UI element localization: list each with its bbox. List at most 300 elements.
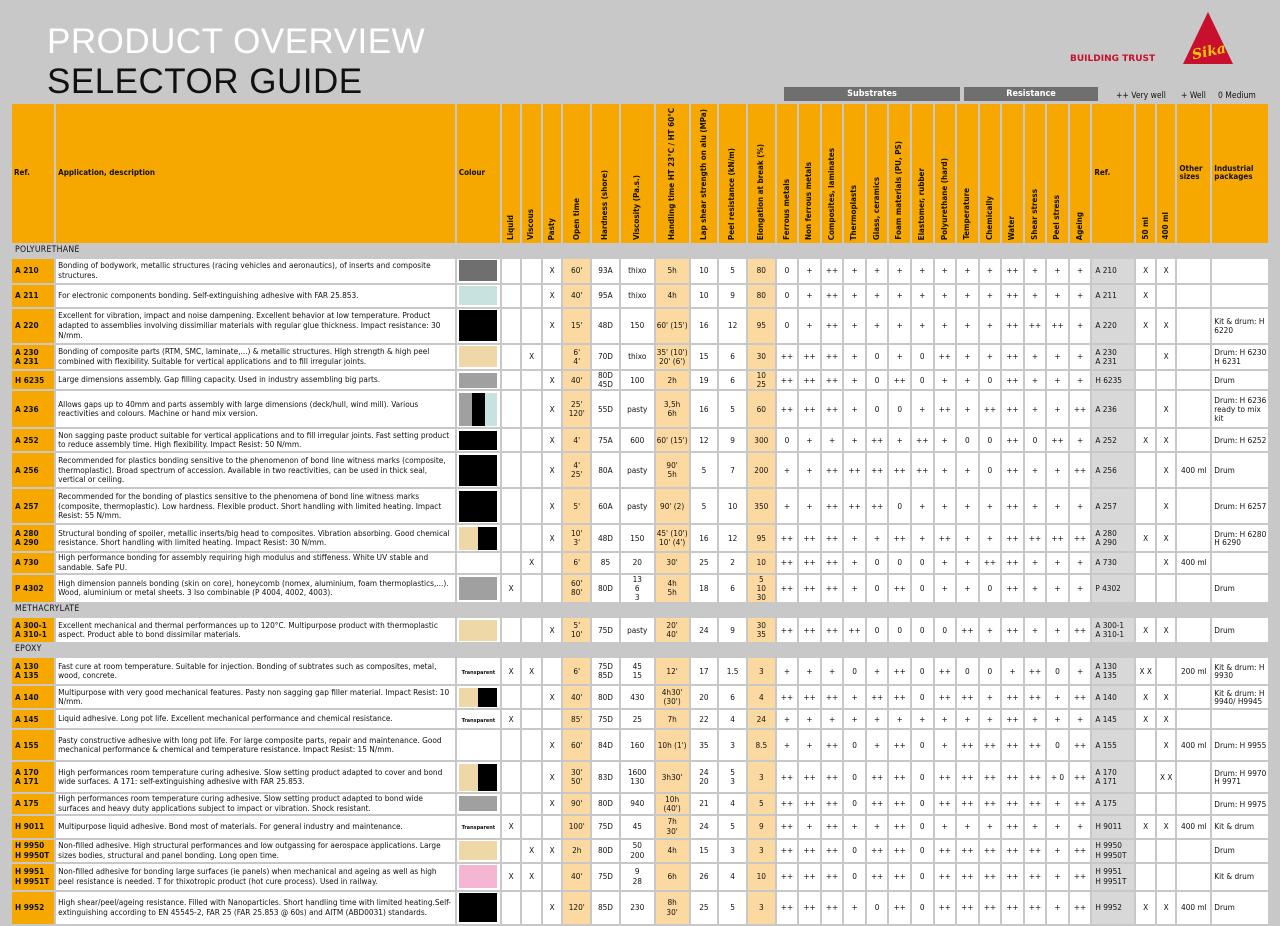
substrate-rating: ++ — [867, 686, 888, 708]
product-row[interactable] — [12, 710, 1268, 728]
value-visc: 230 — [621, 892, 654, 924]
substrate-rating: + — [844, 575, 865, 603]
value-handle: 10h (1') — [656, 730, 689, 760]
substrate-rating: + — [935, 259, 956, 283]
resistance-rating: ++ — [1025, 686, 1046, 708]
substrate-rating: ++ — [889, 371, 910, 389]
resistance-rating: + — [1047, 840, 1068, 862]
substrate-rating: + — [799, 259, 820, 283]
industrial-packages: Drum — [1212, 840, 1268, 862]
product-ref: A 300-1 A 310-1 — [12, 618, 54, 642]
liquid-mark: X — [502, 710, 520, 728]
product-row[interactable] — [12, 575, 1268, 603]
other-sizes — [1177, 489, 1210, 523]
industrial-packages: Drum: H 6280 H 6290 — [1212, 525, 1268, 551]
value-peel: 3 — [719, 730, 746, 760]
substrate-rating: + — [867, 525, 888, 551]
value-handle: 20' 40' — [656, 618, 689, 642]
viscous-mark — [522, 259, 540, 283]
substrate-rating: ++ — [867, 762, 888, 792]
substrate-rating: + — [889, 285, 910, 307]
industrial-packages: Drum: H 6252 — [1212, 429, 1268, 451]
substrate-rating: + — [935, 371, 956, 389]
value-lap: 25 — [691, 553, 718, 572]
resistance-rating: + — [1047, 816, 1068, 838]
resistance-rating: ++ — [1047, 525, 1068, 551]
value-open: 5' — [563, 489, 590, 523]
substrate-rating: + — [822, 429, 843, 451]
size-50ml — [1136, 762, 1154, 792]
resistance-rating: + — [980, 525, 1001, 551]
substrate-rating: + — [889, 429, 910, 451]
colour-swatch — [457, 730, 500, 760]
value-hard: 80D — [592, 686, 619, 708]
size-400ml — [1157, 864, 1175, 890]
colour-swatch — [457, 453, 500, 487]
other-sizes — [1177, 391, 1210, 427]
other-sizes — [1177, 840, 1210, 862]
industrial-packages: Kit & drum: H 9940/ H9945 — [1212, 686, 1268, 708]
substrate-rating: ++ — [822, 575, 843, 603]
size-50ml — [1136, 489, 1154, 523]
size-50ml: X — [1136, 309, 1154, 343]
product-row[interactable] — [12, 553, 1268, 572]
size-400ml — [1157, 285, 1175, 307]
product-description: Recommended for the bonding of plastics sensitive to the phenomena of bond line witness marks (composite, thermoplastic). Low hardness. Flexible product. Short handling with limited heating. Impact Resist: 55 N/mm. — [56, 489, 455, 523]
value-lap: 24 — [691, 816, 718, 838]
resistance-rating: + — [1047, 686, 1068, 708]
substrate-rating: 0 — [912, 816, 933, 838]
substrate-rating: ++ — [935, 391, 956, 427]
value-open: 85' — [563, 710, 590, 728]
industrial-packages: Drum: H 9975 — [1212, 794, 1268, 813]
product-ref-repeat: H 6235 — [1092, 371, 1134, 389]
value-lap: 16 — [691, 525, 718, 551]
product-row[interactable] — [12, 762, 1268, 792]
product-row[interactable] — [12, 892, 1268, 924]
product-description: Non sagging paste product suitable for vertical applications and to fill irregular joints. Fast setting product to reduce assembly time. High flexibility. Impact Resist: 50 N/mm. — [56, 429, 455, 451]
substrate-rating: 0 — [912, 864, 933, 890]
substrate-rating: 0 — [777, 285, 798, 307]
viscous-mark: X — [522, 345, 540, 369]
substrate-rating: + — [889, 345, 910, 369]
substrate-rating: 0 — [889, 618, 910, 642]
value-hard: 75D 85D — [592, 658, 619, 684]
value-lap: 22 — [691, 710, 718, 728]
product-row[interactable] — [12, 816, 1268, 838]
colour-swatch — [457, 259, 500, 283]
value-visc: thixo — [621, 285, 654, 307]
product-row[interactable] — [12, 864, 1268, 890]
resistance-rating: ++ — [1002, 892, 1023, 924]
substrate-rating: ++ — [777, 575, 798, 603]
product-row[interactable] — [12, 686, 1268, 708]
column-header: Lap shear strength on alu (MPa) — [691, 104, 718, 243]
substrate-rating: ++ — [799, 762, 820, 792]
pasty-mark: X — [543, 762, 561, 792]
substrate-rating: ++ — [822, 345, 843, 369]
size-400ml: X — [1157, 259, 1175, 283]
substrate-rating: ++ — [889, 575, 910, 603]
product-ref-repeat: A 211 — [1092, 285, 1134, 307]
substrate-rating: ++ — [844, 453, 865, 487]
substrate-rating: ++ — [777, 391, 798, 427]
size-400ml — [1157, 794, 1175, 813]
substrate-rating: ++ — [912, 453, 933, 487]
value-peel: 6 — [719, 371, 746, 389]
product-row[interactable] — [12, 489, 1268, 523]
value-elong: 10 — [748, 864, 775, 890]
product-row[interactable] — [12, 730, 1268, 760]
industrial-packages: Kit & drum — [1212, 816, 1268, 838]
value-hard: 70D — [592, 345, 619, 369]
value-lap: 21 — [691, 794, 718, 813]
substrate-rating: ++ — [799, 618, 820, 642]
resistance-rating: + — [1025, 710, 1046, 728]
substrate-rating: ++ — [777, 840, 798, 862]
substrate-rating: + — [777, 453, 798, 487]
substrate-rating: + — [844, 259, 865, 283]
substrate-rating: + — [935, 553, 956, 572]
product-row[interactable] — [12, 391, 1268, 427]
value-lap: 15 — [691, 345, 718, 369]
resistance-rating: + — [1070, 816, 1091, 838]
value-open: 6' — [563, 553, 590, 572]
resistance-rating: ++ — [1070, 525, 1091, 551]
liquid-mark: X — [502, 575, 520, 603]
value-visc: 430 — [621, 686, 654, 708]
resistance-rating: + — [957, 285, 978, 307]
substrate-rating: + — [844, 686, 865, 708]
product-description: High performances room temperature curing adhesive. Slow setting product adapted to cover and bond wide surfaces. A 171: self-extinguishing adhesive with FAR 25.853. — [56, 762, 455, 792]
value-elong: 30 35 — [748, 618, 775, 642]
substrate-rating: ++ — [777, 794, 798, 813]
viscous-mark — [522, 816, 540, 838]
size-400ml: X — [1157, 710, 1175, 728]
size-50ml — [1136, 371, 1154, 389]
liquid-mark: X — [502, 816, 520, 838]
size-400ml: X X — [1157, 762, 1175, 792]
value-lap: 5 — [691, 453, 718, 487]
product-ref-repeat: A 236 — [1092, 391, 1134, 427]
viscous-mark — [522, 285, 540, 307]
pasty-mark: X — [543, 618, 561, 642]
value-handle: 12' — [656, 658, 689, 684]
product-description: Liquid adhesive. Long pot life. Excellent mechanical performance and chemical resistance. — [56, 710, 455, 728]
size-50ml — [1136, 794, 1154, 813]
substrate-rating: + — [844, 391, 865, 427]
industrial-packages: Kit & drum — [1212, 864, 1268, 890]
value-visc: thixo — [621, 345, 654, 369]
product-row[interactable] — [12, 309, 1268, 343]
substrate-rating: + — [844, 371, 865, 389]
resistance-rating: 0 — [980, 429, 1001, 451]
value-visc: 45 15 — [621, 658, 654, 684]
product-ref: A 145 — [12, 710, 54, 728]
product-row[interactable] — [12, 794, 1268, 813]
product-ref: A 730 — [12, 553, 54, 572]
substrate-rating: ++ — [822, 371, 843, 389]
value-open: 4' 25' — [563, 453, 590, 487]
substrate-rating: 0 — [777, 429, 798, 451]
substrate-rating: + — [912, 489, 933, 523]
value-lap: 18 — [691, 575, 718, 603]
product-row[interactable] — [12, 453, 1268, 487]
substrate-rating: ++ — [935, 892, 956, 924]
industrial-packages: Kit & drum: H 6220 — [1212, 309, 1268, 343]
substrate-rating: 0 — [912, 730, 933, 760]
size-400ml: X — [1157, 618, 1175, 642]
product-description: Non-filled adhesive. High structural performances and low outgassing for aerospace applications. Large sizes bodies, structural and panel bonding. Long open time. — [56, 840, 455, 862]
value-lap: 24 — [691, 618, 718, 642]
value-hard: 75D — [592, 816, 619, 838]
product-row[interactable] — [12, 840, 1268, 862]
resistance-rating: + — [957, 453, 978, 487]
size-50ml — [1136, 553, 1154, 572]
size-400ml: X — [1157, 489, 1175, 523]
resistance-rating: + — [1047, 345, 1068, 369]
substrate-rating: ++ — [889, 525, 910, 551]
substrate-rating: + — [935, 489, 956, 523]
resistance-rating: ++ — [1070, 391, 1091, 427]
value-hard: 85D — [592, 892, 619, 924]
liquid-mark — [502, 618, 520, 642]
size-400ml: X — [1157, 345, 1175, 369]
resistance-rating: ++ — [1002, 371, 1023, 389]
value-open: 15' — [563, 309, 590, 343]
colour-swatch — [457, 371, 500, 389]
product-row[interactable] — [12, 371, 1268, 389]
substrate-rating: ++ — [867, 489, 888, 523]
resistance-rating: 0 — [980, 658, 1001, 684]
product-row[interactable] — [12, 429, 1268, 451]
product-row[interactable] — [12, 285, 1268, 307]
section-header: POLYURETHANE — [12, 245, 1268, 257]
colour-swatch — [457, 892, 500, 924]
column-header: Foam materials (PU, PS) — [889, 104, 910, 243]
other-sizes — [1177, 371, 1210, 389]
product-ref: H 6235 — [12, 371, 54, 389]
value-open: 60' 80' — [563, 575, 590, 603]
value-visc: 13 6 3 — [621, 575, 654, 603]
value-handle: 4h — [656, 285, 689, 307]
resistance-rating: ++ — [1002, 730, 1023, 760]
product-ref-repeat: A 130 A 135 — [1092, 658, 1134, 684]
column-header: Non ferrous metals — [799, 104, 820, 243]
substrate-rating: + — [799, 453, 820, 487]
colour-swatch — [457, 391, 500, 427]
substrate-rating: + — [799, 710, 820, 728]
resistance-rating: + — [1025, 391, 1046, 427]
product-ref-repeat: A 257 — [1092, 489, 1134, 523]
substrate-rating: 0 — [912, 575, 933, 603]
substrate-rating: ++ — [777, 864, 798, 890]
liquid-mark — [502, 489, 520, 523]
product-row[interactable] — [12, 345, 1268, 369]
product-ref-repeat: A 280 A 290 — [1092, 525, 1134, 551]
value-peel: 5 3 — [719, 762, 746, 792]
resistance-rating: + — [1025, 453, 1046, 487]
value-peel: 4 — [719, 864, 746, 890]
product-row[interactable] — [12, 525, 1268, 551]
resistance-rating: + — [1047, 371, 1068, 389]
resistance-rating: + — [957, 525, 978, 551]
liquid-mark — [502, 371, 520, 389]
substrate-rating: ++ — [867, 864, 888, 890]
value-peel: 6 — [719, 345, 746, 369]
resistance-rating: ++ — [1025, 794, 1046, 813]
substrate-rating: + — [844, 429, 865, 451]
product-ref-repeat: A 252 — [1092, 429, 1134, 451]
substrate-rating: + — [777, 730, 798, 760]
substrate-rating: + — [912, 525, 933, 551]
substrate-rating: ++ — [822, 259, 843, 283]
value-elong: 80 — [748, 259, 775, 283]
substrate-rating: 0 — [912, 345, 933, 369]
colour-swatch — [457, 285, 500, 307]
column-header: 50 ml — [1136, 104, 1154, 243]
resistance-rating: ++ — [1070, 794, 1091, 813]
substrate-rating: + — [867, 710, 888, 728]
product-row[interactable] — [12, 618, 1268, 642]
value-open: 6' — [563, 658, 590, 684]
product-ref: A 257 — [12, 489, 54, 523]
substrate-rating: ++ — [799, 553, 820, 572]
value-lap: 16 — [691, 309, 718, 343]
column-header: Viscous — [522, 104, 540, 243]
viscous-mark — [522, 371, 540, 389]
liquid-mark: X — [502, 864, 520, 890]
substrate-rating: 0 — [889, 553, 910, 572]
resistance-rating: + — [1025, 489, 1046, 523]
resistance-rating: + — [1002, 658, 1023, 684]
legend-very-well: ++ Very well — [1116, 91, 1166, 101]
value-elong: 8.5 — [748, 730, 775, 760]
substrate-rating: ++ — [799, 371, 820, 389]
industrial-packages — [1212, 710, 1268, 728]
product-row[interactable] — [12, 259, 1268, 283]
industrial-packages — [1212, 285, 1268, 307]
column-header: Colour — [457, 104, 500, 243]
product-ref: A 210 — [12, 259, 54, 283]
resistance-rating: + — [980, 259, 1001, 283]
colour-swatch: Transparent — [457, 710, 500, 728]
substrate-rating: + — [912, 259, 933, 283]
resistance-rating: + — [1025, 285, 1046, 307]
liquid-mark — [502, 309, 520, 343]
size-400ml: X — [1157, 309, 1175, 343]
other-sizes — [1177, 618, 1210, 642]
product-description: Allows gaps up to 40mm and parts assembly with large dimensions (deck/hull, wind mill). Various reactivities and colours. Machine or hand mix version. — [56, 391, 455, 427]
resistance-rating: + — [980, 618, 1001, 642]
resistance-rating: ++ — [1002, 710, 1023, 728]
liquid-mark — [502, 391, 520, 427]
resistance-rating: + — [1047, 892, 1068, 924]
column-header: Elongation at break (%) — [748, 104, 775, 243]
resistance-rating: ++ — [1025, 525, 1046, 551]
substrate-rating: 0 — [912, 840, 933, 862]
product-ref: A 211 — [12, 285, 54, 307]
substrate-rating: + — [935, 309, 956, 343]
product-description: High dimension pannels bonding (skin on core), honeycomb (nomex, aluminium, foam thermoplastics,...). Wood, aluminium or metal sheets. 3 Iso combinable (P 4004, 4002, 4003). — [56, 575, 455, 603]
substrate-rating: + — [889, 309, 910, 343]
value-lap: 5 — [691, 489, 718, 523]
resistance-rating: + — [1047, 710, 1068, 728]
other-sizes — [1177, 525, 1210, 551]
size-400ml — [1157, 371, 1175, 389]
substrate-rating: + — [889, 259, 910, 283]
pasty-mark: X — [543, 730, 561, 760]
resistance-rating: ++ — [1002, 259, 1023, 283]
substrate-rating: ++ — [912, 429, 933, 451]
substrate-rating: + — [799, 816, 820, 838]
column-header: Open time — [563, 104, 590, 243]
substrate-rating: ++ — [822, 391, 843, 427]
value-handle: 30' — [656, 553, 689, 572]
substrate-rating: + — [844, 553, 865, 572]
viscous-mark: X — [522, 864, 540, 890]
substrate-rating: ++ — [799, 864, 820, 890]
size-400ml: X — [1157, 525, 1175, 551]
other-sizes — [1177, 686, 1210, 708]
value-lap: 16 — [691, 391, 718, 427]
product-ref-repeat: H 9011 — [1092, 816, 1134, 838]
other-sizes: 200 ml — [1177, 658, 1210, 684]
substrate-rating: + — [844, 309, 865, 343]
substrate-rating: + — [799, 309, 820, 343]
resistance-rating: + — [1025, 371, 1046, 389]
value-peel: 5 — [719, 892, 746, 924]
substrate-rating: + — [867, 658, 888, 684]
resistance-rating: + — [957, 371, 978, 389]
substrate-rating: ++ — [889, 840, 910, 862]
product-row[interactable] — [12, 658, 1268, 684]
resistance-rating: + — [1047, 864, 1068, 890]
product-description: Recommended for plastics bonding sensitive to the phenomenon of bond line witness marks (composite, thermoplastic). Broad spectrum of accession. Available in two reactivities, can be used in thick seal, vertical or ceiling. — [56, 453, 455, 487]
substrate-rating: ++ — [889, 453, 910, 487]
column-header: Industrial packages — [1212, 104, 1268, 243]
value-open: 90' — [563, 794, 590, 813]
column-header: Elastomer, rubber — [912, 104, 933, 243]
substrate-rating: + — [889, 710, 910, 728]
substrate-rating: ++ — [777, 525, 798, 551]
resistance-rating: + — [957, 345, 978, 369]
substrate-rating: + — [777, 489, 798, 523]
value-hard: 80A — [592, 453, 619, 487]
industrial-packages: Drum: H 9955 — [1212, 730, 1268, 760]
substrate-rating: + — [935, 285, 956, 307]
resistance-rating: + — [1047, 453, 1068, 487]
value-handle: 5h — [656, 259, 689, 283]
substrate-rating: ++ — [822, 864, 843, 890]
value-handle: 8h 30' — [656, 892, 689, 924]
value-hard: 48D — [592, 525, 619, 551]
resistance-rating: ++ — [1002, 686, 1023, 708]
colour-swatch — [457, 429, 500, 451]
substrate-rating: ++ — [822, 794, 843, 813]
substrate-rating: 0 — [844, 794, 865, 813]
substrate-rating: ++ — [935, 864, 956, 890]
substrate-rating: ++ — [935, 525, 956, 551]
product-ref: A 236 — [12, 391, 54, 427]
substrate-rating: ++ — [867, 429, 888, 451]
viscous-mark — [522, 453, 540, 487]
column-header: Ref. — [12, 104, 54, 243]
product-ref-repeat: H 9952 — [1092, 892, 1134, 924]
product-ref: A 140 — [12, 686, 54, 708]
liquid-mark — [502, 840, 520, 862]
substrate-rating: + — [799, 658, 820, 684]
